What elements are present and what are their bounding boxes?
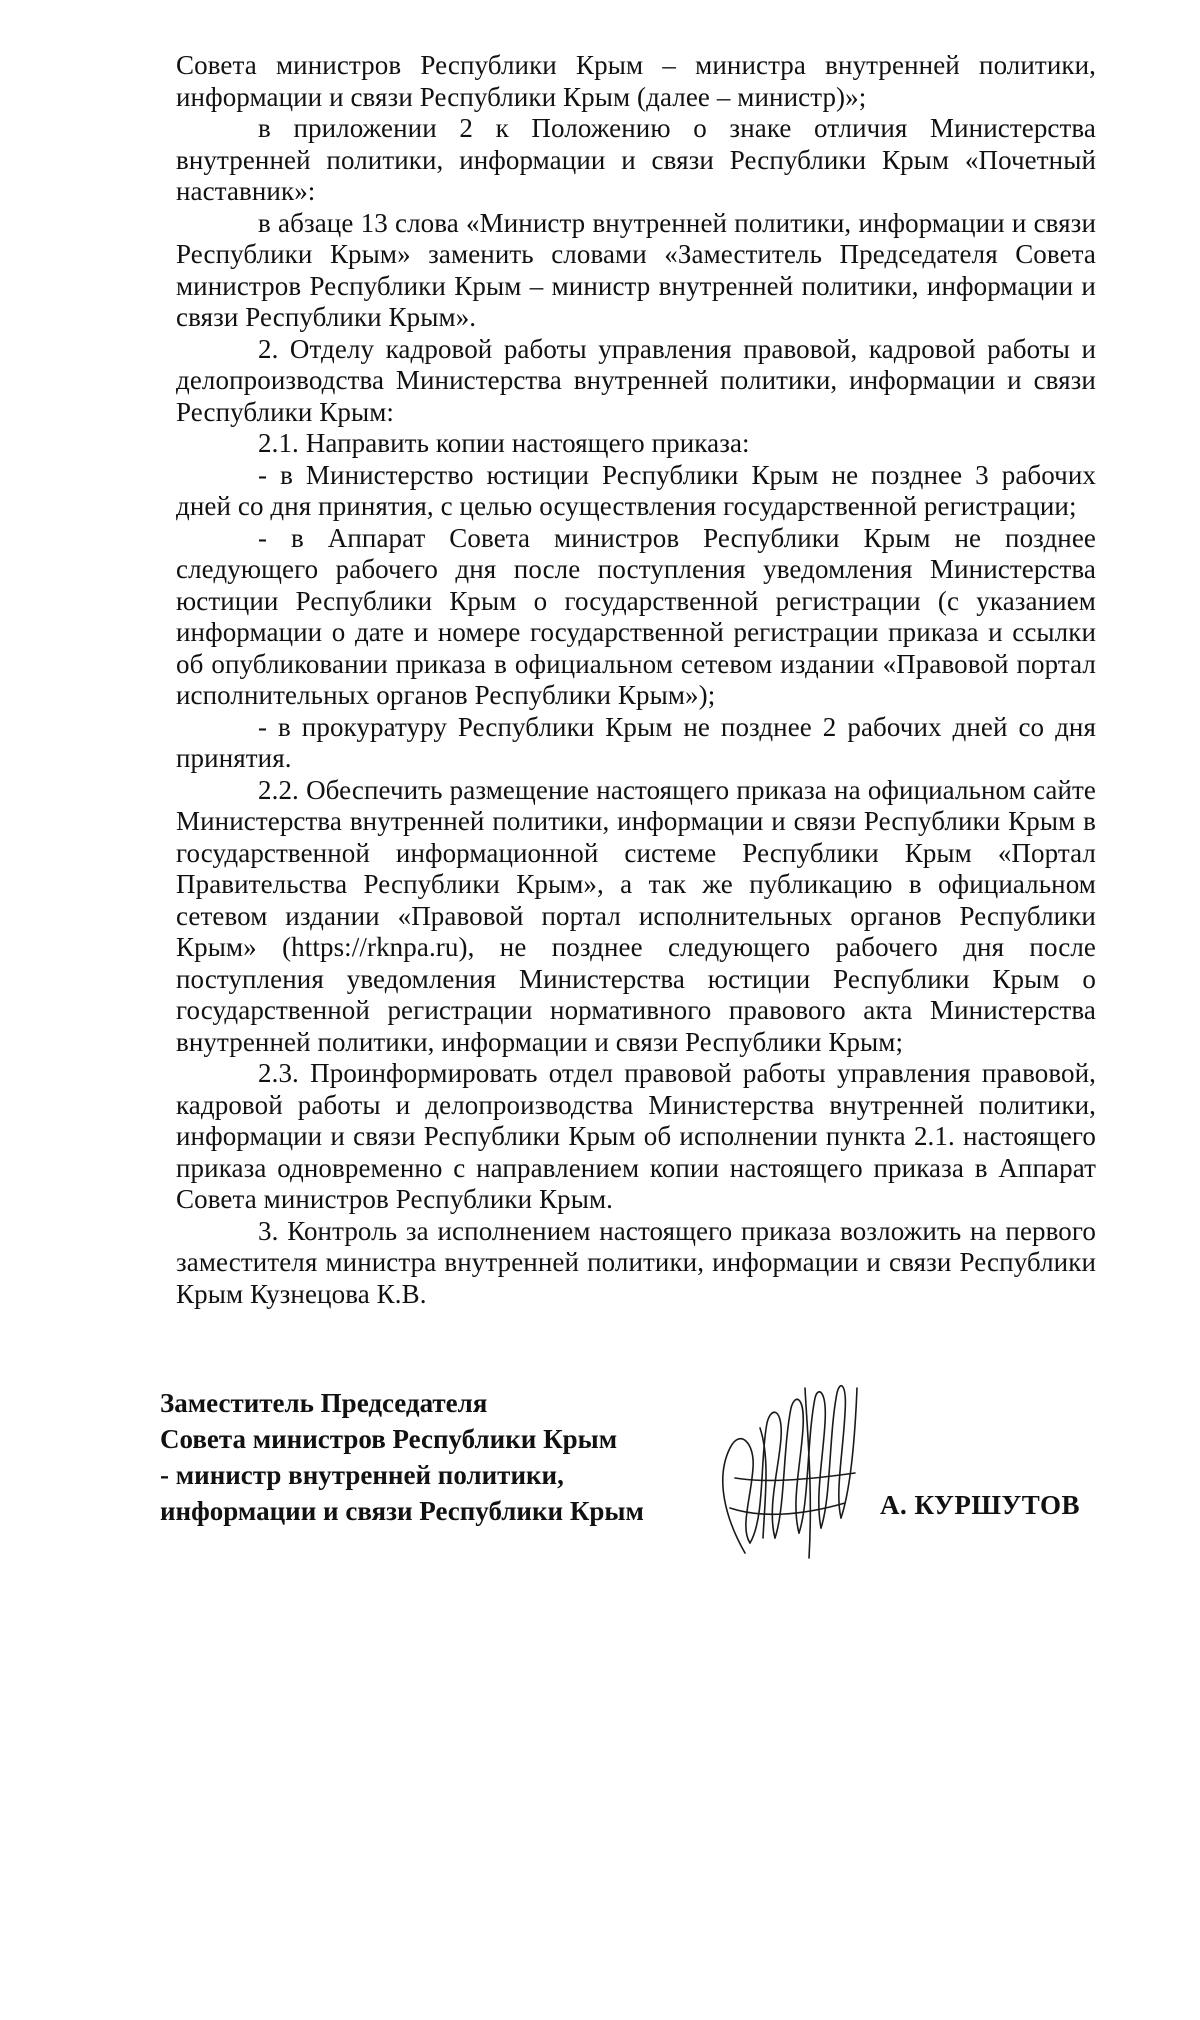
- signer-title-line: информации и связи Республики Крым: [160, 1496, 644, 1526]
- paragraph-item-2-3: 2.3. Проинформировать отдел правовой работы управления правовой, кадровой работы и делопроизводства Министерства внутренней политики, информации и связи Республики Крым об исполнении пункта 2.1. настоящего приказа одновременно с направлением копии настоящего приказа в Аппарат Совета министров Республики Крым.: [176, 1058, 1096, 1214]
- paragraph-item-2-2: 2.2. Обеспечить размещение настоящего приказа на официальном сайте Министерства внутренней политики, информации и связи Республики Крым в государственной информационной системе Республики Крым «Портал Правительства Республики Крым», а так же публикацию в официальном сетевом издании «Правовой портал исполнительных органов Республики Крым» (https://rknpa.ru), не позднее следующего рабочего дня после поступления уведомления Министерства юстиции Республики Крым о государственной регистрации нормативного правового акта Министерства внутренней политики, информации и связи Республики Крым;: [176, 774, 1096, 1057]
- paragraph-item-3: 3. Контроль за исполнением настоящего приказа возложить на первого заместителя министра внутренней политики, информации и связи Республики Крым Кузнецова К.В.: [176, 1215, 1096, 1309]
- paragraph-item-2-1: 2.1. Направить копии настоящего приказа:: [258, 428, 750, 458]
- paragraph-appendix-2: в приложении 2 к Положению о знаке отличия Министерства внутренней политики, информации и связи Республики Крым «Почетный наставник»:: [176, 113, 1096, 206]
- signer-title-line: Совета министров Республики Крым: [160, 1424, 618, 1454]
- paragraph-prosecutor: - в прокуратуру Республики Крым не позднее 2 рабочих дней со дня принятия.: [176, 711, 1096, 773]
- signer-title-line: Заместитель Председателя: [160, 1388, 488, 1418]
- handwritten-signature-icon: [705, 1368, 875, 1568]
- document-body: [176, 50, 1096, 1310]
- signer-title-line: - министр внутренней политики,: [160, 1460, 564, 1490]
- paragraph-continuation: Совета министров Республики Крым – министра внутренней политики, информации и связи Республики Крым (далее – министр)»;: [176, 50, 1096, 112]
- paragraph-abzats-13: в абзаце 13 слова «Министр внутренней политики, информации и связи Республики Крым» заменить словами «Заместитель Председателя Совета министров Республики Крым – министр внутренней политики, информации и связи Республики Крым».: [176, 207, 1096, 332]
- paragraph-apparatus: - в Аппарат Совета министров Республики Крым не позднее следующего рабочего дня после поступления уведомления Министерства юстиции Республики Крым о государственной регистрации (с указанием информации о дате и номере государственной регистрации приказа и ссылки об опубликовании приказа в официальном сетевом издании «Правовой портал исполнительных органов Республики Крым»);: [176, 522, 1096, 710]
- paragraph-item-2: 2. Отделу кадровой работы управления правовой, кадровой работы и делопроизводства Министерства внутренней политики, информации и связи Республики Крым:: [176, 333, 1096, 427]
- signer-name: А. КУРШУТОВ: [880, 1490, 1080, 1520]
- paragraph-ministry-justice: - в Министерство юстиции Республики Крым не позднее 3 рабочих дней со дня принятия, с целью осуществления государственной регистрации;: [176, 459, 1096, 521]
- signer-title: [160, 1385, 680, 1529]
